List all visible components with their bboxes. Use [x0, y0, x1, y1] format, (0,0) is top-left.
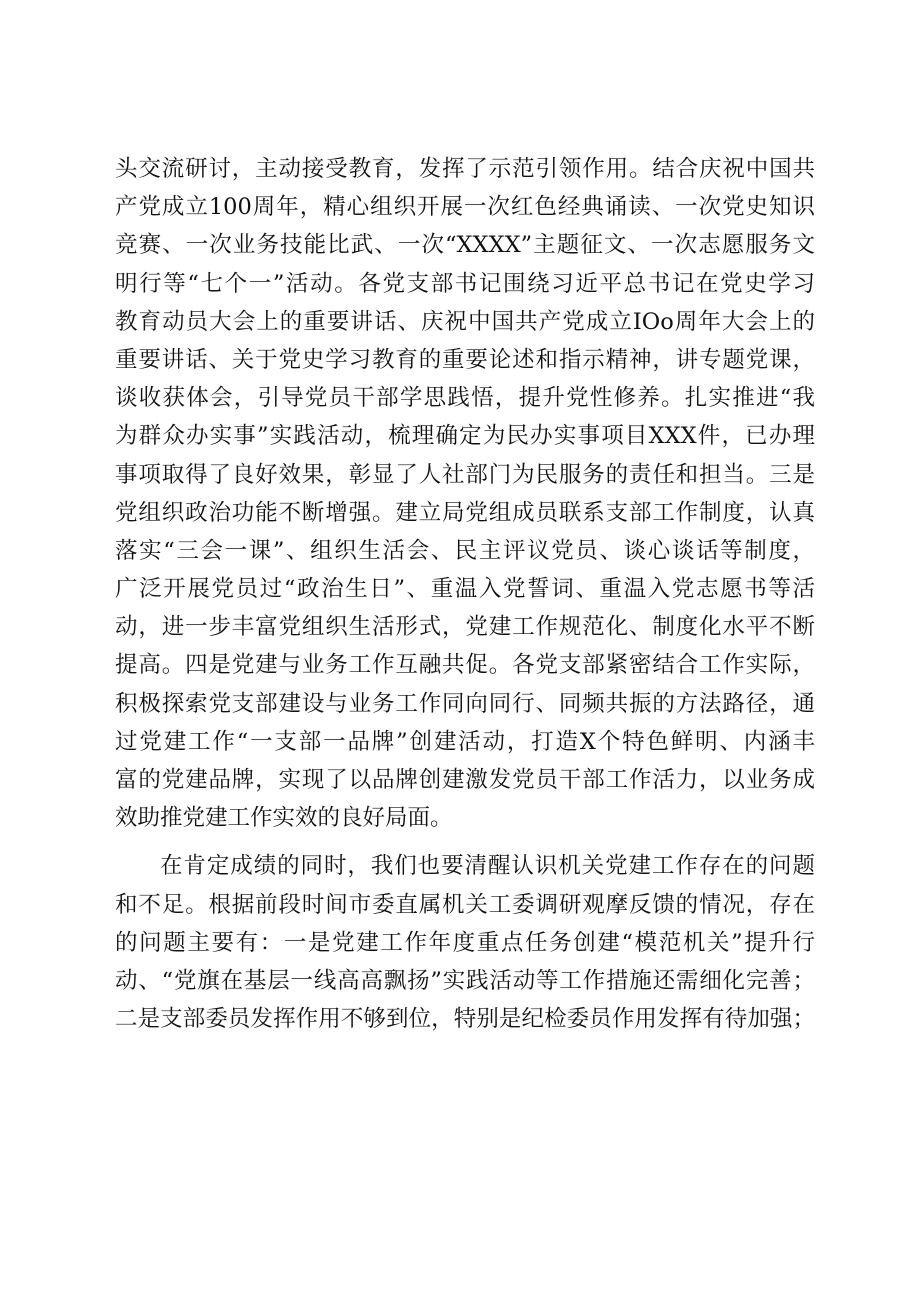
text-line: 在肯定成绩的同时，我们也要清醒认识机关党建工作存在的问题: [160, 853, 815, 880]
text-line: 重要讲话、关于党史学习教育的重要论述和指示精神，讲专题党课，: [115, 346, 815, 373]
text-line: 和不足。根据前段时间市委直属机关工委调研观摩反馈的情况，存在: [115, 891, 815, 918]
text-line: 事项取得了良好效果，彰显了人社部门为民服务的责任和担当。三是: [115, 461, 815, 488]
text-line: 富的党建品牌，实现了以品牌创建激发党员干部工作活力，以业务成: [115, 767, 815, 793]
text-line: 提高。四是党建与业务工作互融共促。各党支部紧密结合工作实际，: [115, 652, 815, 679]
text-line: 教育动员大会上的重要讲话、庆祝中国共产党成立IOo周年大会上的: [115, 308, 815, 335]
text-line: 广泛开展党员过“政治生日”、重温入党誓词、重温入党志愿书等活: [115, 576, 815, 603]
text-line: 的问题主要有：一是党建工作年度重点任务创建“模范机关”提升行: [115, 929, 815, 956]
text-line: 落实“三会一课”、组织生活会、民主评议党员、谈心谈话等制度，: [115, 537, 815, 564]
text-line: 谈收获体会，引导党员干部学思践悟，提升党性修养。扎实推进“我: [115, 385, 815, 412]
text-line: 积极探索党支部建设与业务工作同向同行、同频共振的方法路径，通: [115, 690, 815, 717]
text-line: 过党建工作“一支部一品牌”创建活动，打造X个特色鲜明、内涵丰: [115, 728, 815, 755]
document-body: [115, 150, 815, 1038]
paragraph-2: [115, 847, 815, 1038]
text-line: 二是支部委员发挥作用不够到位，特别是纪检委员作用发挥有待加强；: [115, 1006, 815, 1033]
text-line: 明行等“七个一”活动。各党支部书记围绕习近平总书记在党史学习: [115, 270, 815, 297]
paragraph-1: [115, 150, 815, 837]
text-line: 头交流研讨，主动接受教育，发挥了示范引领作用。结合庆祝中国共: [115, 156, 815, 182]
text-line: 党组织政治功能不断增强。建立局党组成员联系支部工作制度，认真: [115, 499, 815, 526]
text-line: 动，进一步丰富党组织生活形式，党建工作规范化、制度化水平不断: [115, 614, 815, 641]
text-line: 效助推党建工作实效的良好局面。: [115, 805, 453, 832]
text-line: 竞赛、一次业务技能比武、一次“XXXX”主题征文、一次志愿服务文: [115, 232, 815, 259]
text-line: 产党成立100周年，精心组织开展一次红色经典诵读、一次党史知识: [115, 194, 815, 221]
text-line: 动、“党旗在基层一线高高飘扬”实践活动等工作措施还需细化完善；: [115, 967, 815, 994]
paragraph-gap: [115, 837, 815, 847]
text-line: 为群众办实事”实践活动，梳理确定为民办实事项目XXX件，已办理: [115, 423, 815, 450]
